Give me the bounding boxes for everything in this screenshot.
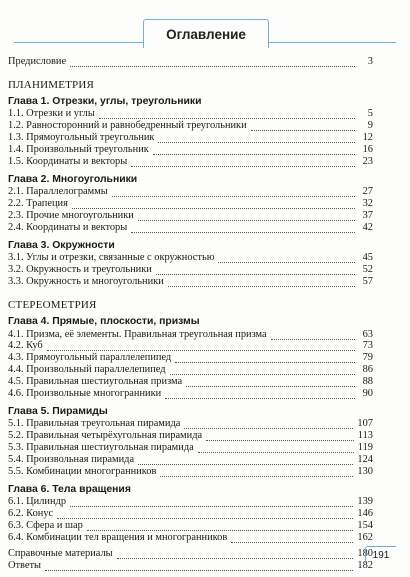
entry-label: 2.2. Трапеция xyxy=(8,198,68,210)
entry-page: 146 xyxy=(357,508,373,520)
toc-entry[interactable] xyxy=(8,454,373,466)
dot-leader xyxy=(112,187,355,197)
entry-label: Ответы xyxy=(8,559,42,571)
toc-entry[interactable] xyxy=(8,430,373,442)
dot-leader xyxy=(251,121,355,131)
toc-entry[interactable] xyxy=(8,198,373,210)
toc-entry[interactable] xyxy=(8,520,373,532)
entry-label: 3.1. Углы и отрезки, связанные с окружностью xyxy=(8,252,215,264)
entry-label: 3.3. Окружность и многоугольники xyxy=(8,276,164,288)
entry-label: 2.1. Параллелограммы xyxy=(8,186,108,198)
entry-page: 182 xyxy=(357,559,373,571)
dot-leader xyxy=(153,145,355,155)
toc-entry[interactable] xyxy=(8,108,373,120)
dot-leader xyxy=(206,431,354,441)
entry-label: 1.4. Произвольный треугольник xyxy=(8,144,149,156)
entry-page: 88 xyxy=(362,376,373,388)
entry-page: 3 xyxy=(367,56,373,67)
entry-page: 52 xyxy=(362,264,373,276)
entry-label: Предисловие xyxy=(8,56,67,67)
toc-entry[interactable] xyxy=(8,132,373,144)
entry-page: 79 xyxy=(362,352,373,364)
entry-label: 5.1. Правильная треугольная пирамида xyxy=(8,418,181,430)
part-heading: ПЛАНИМЕТРИЯ xyxy=(8,78,95,91)
entry-label: 4.5. Правильная шестиугольная призма xyxy=(8,376,183,388)
dot-leader xyxy=(87,521,354,531)
dot-leader xyxy=(70,57,355,67)
entry-label: 4.6. Произвольные многогранники xyxy=(8,388,162,400)
entry-page: 23 xyxy=(362,155,373,167)
entry-page: 154 xyxy=(357,520,373,532)
entry-page: 37 xyxy=(362,210,373,222)
entry-label: 1.3. Прямоугольный треугольник xyxy=(8,132,155,144)
entry-page: 45 xyxy=(362,252,373,264)
toc-entry[interactable] xyxy=(8,340,373,352)
dot-leader xyxy=(186,377,355,387)
table-of-contents xyxy=(8,56,373,572)
dot-leader xyxy=(117,549,354,559)
entry-page: 119 xyxy=(357,442,373,454)
toc-entry[interactable] xyxy=(8,329,373,341)
toc-entry-preface[interactable] xyxy=(8,56,373,68)
toc-entry[interactable] xyxy=(8,144,373,156)
entry-label: 4.2. Куб xyxy=(8,340,43,352)
toc-entry[interactable] xyxy=(8,418,373,430)
dot-leader xyxy=(45,561,353,571)
entry-label: 5.4. Произвольная пирамида xyxy=(8,454,135,466)
toc-entry[interactable] xyxy=(8,222,373,234)
entry-page: 113 xyxy=(357,430,373,442)
entry-label: 1.5. Координаты и векторы xyxy=(8,155,128,167)
spacer xyxy=(8,68,373,79)
entry-page: 107 xyxy=(357,418,373,430)
entry-label: 5.3. Правильная шестиугольная пирамида xyxy=(8,442,194,454)
entry-page: 139 xyxy=(357,496,373,508)
entry-label: 6.2. Конус xyxy=(8,508,54,520)
toc-entry[interactable] xyxy=(8,508,373,520)
dot-leader xyxy=(175,353,355,363)
entry-label: 4.3. Прямоугольный параллелепипед xyxy=(8,352,172,364)
toc-entry-appendix[interactable] xyxy=(8,560,373,572)
entry-page: 32 xyxy=(362,198,373,210)
entry-page: 42 xyxy=(362,222,373,234)
page-number-tab xyxy=(365,546,396,563)
entry-page: 27 xyxy=(362,186,373,198)
dot-leader xyxy=(184,419,353,429)
entry-page: 9 xyxy=(367,120,373,132)
toc-entry[interactable] xyxy=(8,120,373,132)
dot-leader xyxy=(138,455,353,465)
toc-entry[interactable] xyxy=(8,352,373,364)
dot-leader xyxy=(72,199,355,209)
chapter-heading: Глава 3. Окружности xyxy=(8,239,115,251)
entry-label: 6.4. Комбинации тел вращения и многогранников xyxy=(8,532,228,544)
entry-page: 12 xyxy=(362,132,373,144)
toc-entry[interactable] xyxy=(8,532,373,544)
toc-entry[interactable] xyxy=(8,442,373,454)
entry-page: 73 xyxy=(362,340,373,352)
toc-entry[interactable] xyxy=(8,376,373,388)
chapter-heading: Глава 6. Тела вращения xyxy=(8,483,131,495)
part-heading: СТЕРЕОМЕТРИЯ xyxy=(8,299,97,312)
spacer xyxy=(8,288,373,299)
dot-leader xyxy=(70,497,353,507)
page-number: 191 xyxy=(372,549,390,561)
chapter-heading: Глава 2. Многоугольники xyxy=(8,173,138,185)
dot-leader xyxy=(57,509,353,519)
toc-entry-appendix[interactable] xyxy=(8,548,373,560)
dot-leader xyxy=(131,157,355,167)
entry-label: 6.1. Цилиндр xyxy=(8,496,67,508)
dot-leader xyxy=(218,253,355,263)
dot-leader xyxy=(99,109,355,119)
dot-leader xyxy=(47,341,355,351)
entry-label: 2.3. Прочие многоугольники xyxy=(8,210,134,222)
entry-label: 2.4. Координаты и векторы xyxy=(8,222,128,234)
entry-page: 57 xyxy=(362,276,373,288)
entry-label: 4.1. Призма, её элементы. Правильная треугольная призма xyxy=(8,328,267,340)
dot-leader xyxy=(156,265,355,275)
page-title: Оглавление xyxy=(166,26,246,42)
dot-leader xyxy=(271,330,355,340)
dot-leader xyxy=(160,467,353,477)
dot-leader xyxy=(170,365,355,375)
entry-label: 1.2. Равносторонний и равнобедренный треугольники xyxy=(8,120,247,132)
entry-page: 124 xyxy=(357,454,373,466)
dot-leader xyxy=(131,223,355,233)
entry-page: 5 xyxy=(367,108,373,120)
entry-page: 63 xyxy=(362,328,373,340)
toc-entry[interactable] xyxy=(8,264,373,276)
entry-page: 130 xyxy=(357,465,373,477)
toc-entry[interactable] xyxy=(8,276,373,288)
entry-page: 90 xyxy=(362,388,373,400)
entry-label: 1.1. Отрезки и углы xyxy=(8,108,95,120)
toc-entry[interactable] xyxy=(8,364,373,376)
toc-entry[interactable] xyxy=(8,186,373,198)
entry-page: 86 xyxy=(362,364,373,376)
toc-entry[interactable] xyxy=(8,156,373,168)
dot-leader xyxy=(198,443,354,453)
toc-entry[interactable] xyxy=(8,252,373,264)
toc-entry[interactable] xyxy=(8,210,373,222)
entry-page: 162 xyxy=(357,532,373,544)
dot-leader xyxy=(168,277,355,287)
dot-leader xyxy=(138,211,355,221)
toc-entry[interactable] xyxy=(8,388,373,400)
entry-label: 5.5. Комбинации многогранников xyxy=(8,465,157,477)
toc-entry[interactable] xyxy=(8,466,373,478)
chapter-heading: Глава 4. Прямые, плоскости, призмы xyxy=(8,316,200,328)
entry-label: 6.3. Сфера и шар xyxy=(8,520,83,532)
chapter-heading: Глава 5. Пирамиды xyxy=(8,405,108,417)
title-tab xyxy=(143,19,269,48)
toc-entry[interactable] xyxy=(8,496,373,508)
entry-page: 16 xyxy=(362,144,373,156)
entry-page: 180 xyxy=(357,547,373,559)
entry-label: 3.2. Окружность и треугольники xyxy=(8,264,152,276)
entry-label: 4.4. Произвольный параллелепипед xyxy=(8,364,166,376)
dot-leader xyxy=(165,389,355,399)
dot-leader xyxy=(231,533,353,543)
chapter-heading: Глава 1. Отрезки, углы, треугольники xyxy=(8,95,202,107)
entry-label: 5.2. Правильная четырёхугольная пирамида xyxy=(8,430,203,442)
entry-label: Справочные материалы xyxy=(8,547,113,559)
dot-leader xyxy=(158,133,355,143)
